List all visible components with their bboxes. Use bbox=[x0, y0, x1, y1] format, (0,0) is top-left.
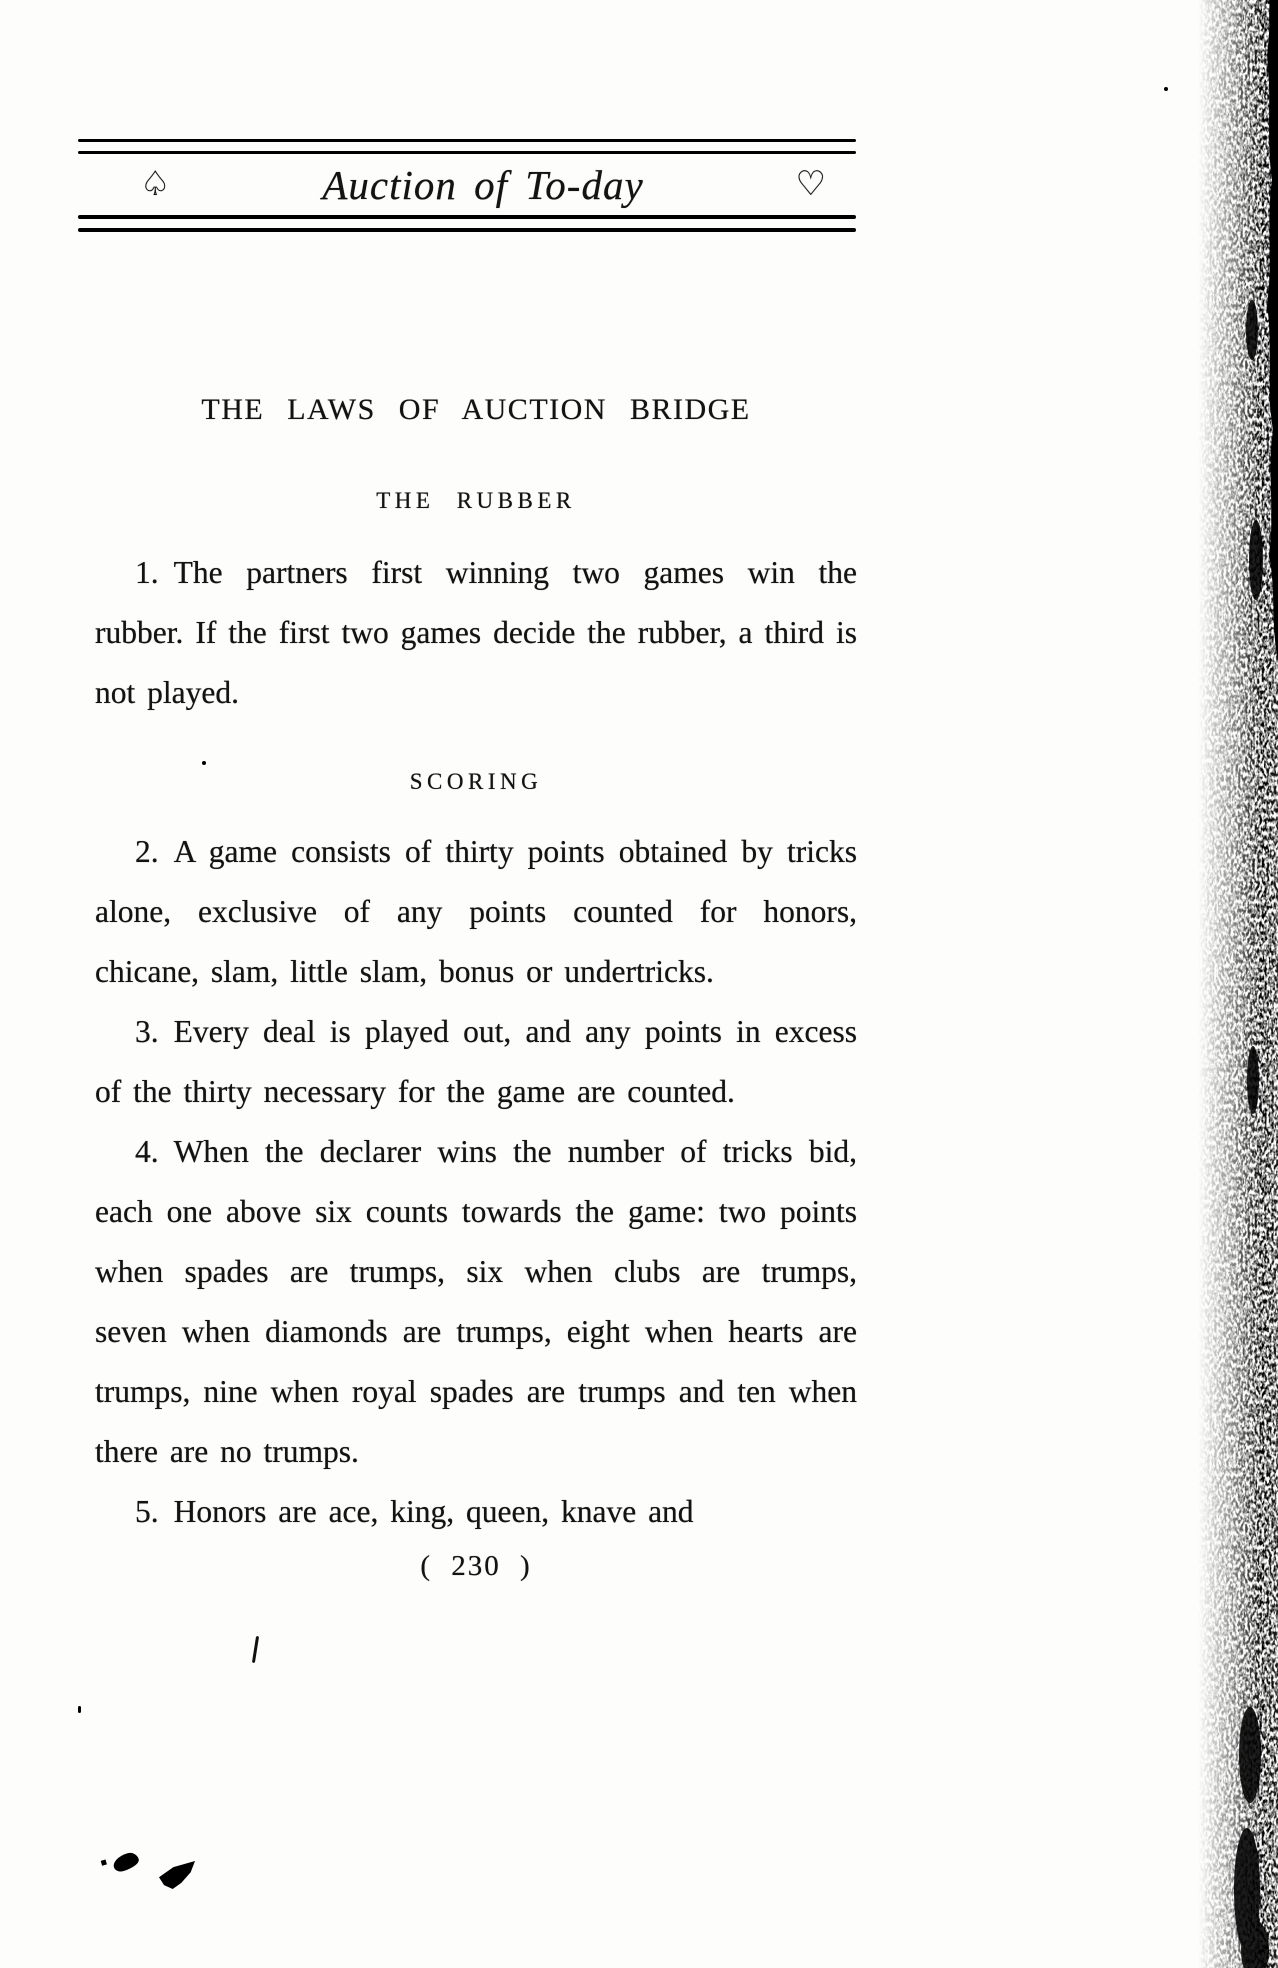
chapter-heading: THE LAWS OF AUCTION BRIDGE bbox=[201, 393, 751, 426]
scan-speck bbox=[202, 761, 206, 765]
header-bottom-double-rule bbox=[78, 215, 856, 232]
rule-line bbox=[78, 215, 856, 219]
law-number: 4. bbox=[135, 1134, 159, 1170]
law-paragraph-2 bbox=[95, 822, 857, 1002]
scan-speck bbox=[1164, 87, 1168, 91]
section-heading-scoring: SCORING bbox=[409, 768, 543, 794]
law-text: When the declarer wins the number of tricks bid, each one above six counts towards the game: two points when spades are trumps, six when clubs are trumps, seven when diamonds are trumps, eight when hearts are trumps, nine when royal spades are trumps and ten when there are no trumps. bbox=[95, 1134, 857, 1470]
heart-icon: ♡ bbox=[795, 166, 826, 203]
law-paragraph-5 bbox=[95, 1482, 857, 1542]
law-paragraph-1 bbox=[95, 543, 857, 723]
law-number: 3. bbox=[135, 1014, 159, 1050]
stray-ink-tick bbox=[252, 1636, 259, 1663]
spade-icon: ♤ bbox=[140, 166, 171, 203]
law-number: 5. bbox=[135, 1494, 159, 1530]
law-text: A game consists of thirty points obtained by tricks alone, exclusive of any points counted for honors, chicane, slam, little slam, bonus or undertricks. bbox=[95, 834, 857, 990]
running-header bbox=[78, 157, 856, 213]
page-number: ( 230 ) bbox=[420, 1550, 532, 1583]
law-text: The partners first winning two games win the rubber. If the first two games decide the rubber, a third is not played. bbox=[95, 554, 857, 710]
law-text: Honors are ace, king, queen, knave and bbox=[173, 1494, 694, 1530]
rule-line bbox=[78, 139, 856, 142]
law-paragraph-3 bbox=[95, 1002, 857, 1122]
ink-smudge bbox=[159, 1861, 195, 1889]
section-heading-rubber: THE RUBBER bbox=[376, 487, 576, 513]
scanned-page-edge bbox=[1198, 0, 1278, 1968]
law-number: 1. bbox=[135, 554, 159, 590]
law-text: Every deal is played out, and any points in excess of the thirty necessary for the game are counted. bbox=[95, 1014, 857, 1110]
header-top-double-rule bbox=[78, 139, 856, 154]
ink-smudge bbox=[111, 1851, 140, 1874]
law-number: 2. bbox=[135, 834, 159, 870]
rule-line bbox=[78, 151, 856, 154]
rule-line bbox=[78, 228, 856, 232]
running-title: Auction of To-day bbox=[322, 162, 644, 208]
scan-speck bbox=[78, 1706, 81, 1713]
law-paragraph-4 bbox=[95, 1122, 857, 1482]
page-content bbox=[95, 393, 857, 1583]
